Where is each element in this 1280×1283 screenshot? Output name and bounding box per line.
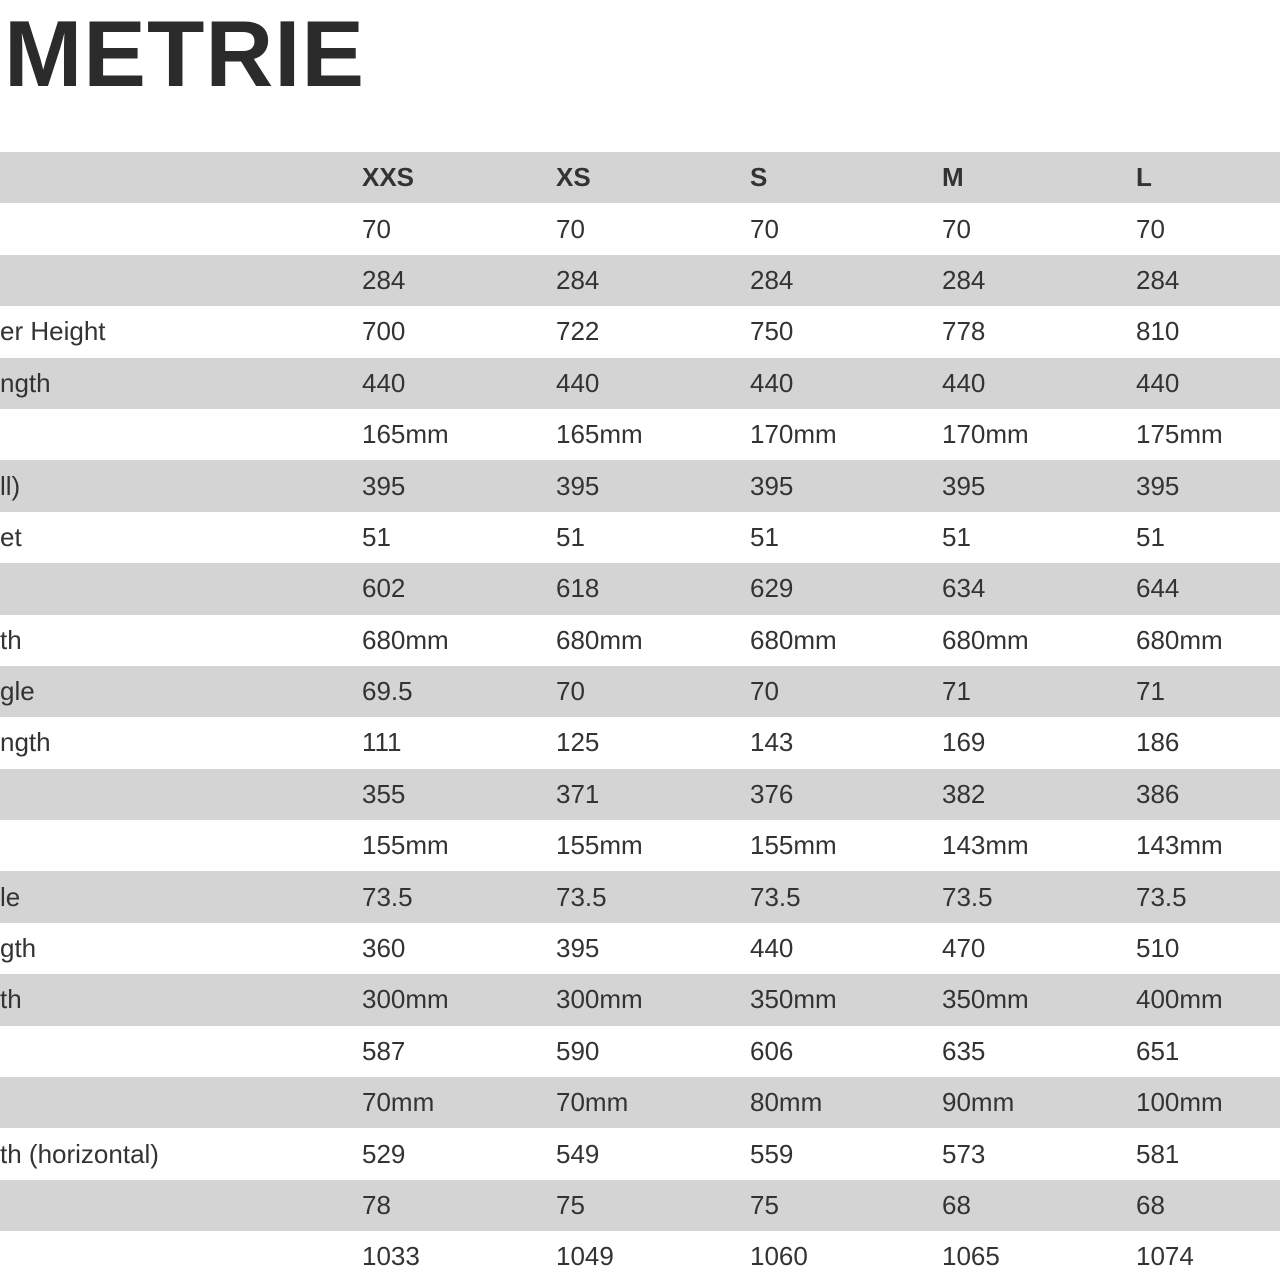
row-value-cell: 125 (556, 727, 600, 758)
row-value-cell: 73.5 (556, 871, 750, 922)
row-value-cell: 590 (556, 1035, 600, 1066)
row-label (0, 203, 362, 254)
row-label: ngth (0, 358, 362, 409)
row-value-cell: 618 (556, 563, 750, 614)
row-value-cell: 440 (362, 358, 556, 409)
row-value-cell: 395 (942, 460, 1136, 511)
table-row (0, 512, 1280, 563)
row-value-cell: 587 (362, 1035, 406, 1066)
row-value-cell: 395 (750, 460, 942, 511)
row-label: th (horizontal) (0, 1138, 159, 1169)
row-value-cell: 111 (362, 727, 402, 758)
row-label: ll) (0, 460, 362, 511)
row-label (0, 1231, 362, 1282)
row-value-cell: 355 (362, 769, 556, 820)
row-label: et (0, 521, 22, 552)
row-value-cell: 186 (1136, 727, 1180, 758)
row-label: gth (0, 933, 37, 964)
row-value-cell: 70 (750, 666, 942, 717)
header-size-l: L (1136, 152, 1280, 203)
table-row (0, 871, 1280, 922)
row-value-cell: 581 (1136, 1138, 1180, 1169)
row-value-cell: 440 (750, 358, 942, 409)
row-value-cell: 680mm (750, 624, 837, 655)
row-value-cell: 155mm (362, 830, 449, 861)
row-label: le (0, 871, 362, 922)
row-value-cell: 175mm (1136, 419, 1223, 450)
row-value-cell: 300mm (362, 974, 556, 1025)
row-value-cell: 382 (942, 769, 1136, 820)
table-row (0, 1026, 1280, 1077)
row-value-cell: 602 (362, 563, 556, 614)
row-value-cell: 155mm (556, 830, 643, 861)
geometry-table (0, 152, 1280, 1283)
row-label: th (0, 974, 362, 1025)
row-value-cell: 284 (750, 255, 942, 306)
header-size-m: M (942, 152, 1136, 203)
row-value-cell: 165mm (362, 419, 449, 450)
row-value-cell: 70 (1136, 213, 1165, 244)
row-label: ngth (0, 727, 51, 758)
row-value-cell: 1074 (1136, 1241, 1194, 1272)
row-value-cell: 395 (1136, 460, 1280, 511)
row-value-cell: 80mm (750, 1077, 942, 1128)
row-value-cell: 70 (362, 213, 391, 244)
row-value-cell: 722 (556, 316, 600, 347)
row-value-cell: 680mm (1136, 624, 1223, 655)
row-value-cell: 68 (1136, 1180, 1280, 1231)
row-value-cell: 70 (556, 666, 750, 717)
table-row (0, 1077, 1280, 1128)
row-value-cell: 70mm (362, 1077, 556, 1128)
row-value-cell: 170mm (750, 419, 837, 450)
table-row (0, 1231, 1280, 1282)
header-size-xxs: XXS (362, 152, 556, 203)
header-size-s: S (750, 152, 942, 203)
row-label (0, 820, 362, 871)
row-value-cell: 350mm (942, 974, 1136, 1025)
row-value-cell: 629 (750, 563, 942, 614)
row-value-cell: 90mm (942, 1077, 1136, 1128)
table-row (0, 666, 1280, 717)
row-value-cell: 606 (750, 1035, 794, 1066)
row-value-cell: 70 (750, 213, 779, 244)
row-value-cell: 680mm (942, 624, 1029, 655)
row-value-cell: 1049 (556, 1241, 614, 1272)
row-value-cell: 73.5 (942, 871, 1136, 922)
table-row (0, 769, 1280, 820)
row-value-cell: 395 (362, 460, 556, 511)
row-label: th (0, 624, 22, 655)
table-row (0, 974, 1280, 1025)
row-value-cell: 371 (556, 769, 750, 820)
row-value-cell: 51 (750, 521, 779, 552)
row-value-cell: 680mm (556, 624, 643, 655)
row-value-cell: 73.5 (362, 871, 556, 922)
row-value-cell: 51 (556, 521, 585, 552)
table-body (0, 203, 1280, 1282)
table-row (0, 1128, 1280, 1179)
row-value-cell: 284 (1136, 255, 1280, 306)
page-title: METRIE (4, 1, 366, 106)
row-value-cell: 400mm (1136, 974, 1280, 1025)
row-value-cell: 573 (942, 1138, 986, 1169)
row-value-cell: 634 (942, 563, 1136, 614)
row-value-cell: 644 (1136, 563, 1280, 614)
row-value-cell: 284 (362, 255, 556, 306)
row-label: gle (0, 666, 362, 717)
row-value-cell: 73.5 (750, 871, 942, 922)
row-value-cell: 395 (556, 460, 750, 511)
row-value-cell: 300mm (556, 974, 750, 1025)
row-value-cell: 51 (942, 521, 971, 552)
row-label (0, 1180, 362, 1231)
row-value-cell: 143mm (1136, 830, 1223, 861)
table-row (0, 409, 1280, 460)
row-value-cell: 71 (1136, 666, 1280, 717)
table-row (0, 306, 1280, 357)
row-value-cell: 360 (362, 933, 406, 964)
row-value-cell: 70mm (556, 1077, 750, 1128)
row-value-cell: 70 (556, 213, 585, 244)
row-value-cell: 155mm (750, 830, 837, 861)
row-value-cell: 1060 (750, 1241, 808, 1272)
row-value-cell: 165mm (556, 419, 643, 450)
row-value-cell: 350mm (750, 974, 942, 1025)
table-row (0, 358, 1280, 409)
row-value-cell: 386 (1136, 769, 1280, 820)
row-value-cell: 510 (1136, 933, 1180, 964)
row-value-cell: 169 (942, 727, 986, 758)
row-value-cell: 750 (750, 316, 794, 347)
row-value-cell: 143mm (942, 830, 1029, 861)
row-value-cell: 75 (750, 1180, 942, 1231)
row-value-cell: 284 (556, 255, 750, 306)
table-row (0, 717, 1280, 768)
row-value-cell: 440 (942, 358, 1136, 409)
row-value-cell: 395 (556, 933, 600, 964)
row-value-cell: 440 (556, 358, 750, 409)
row-value-cell: 68 (942, 1180, 1136, 1231)
row-value-cell: 651 (1136, 1035, 1180, 1066)
row-value-cell: 376 (750, 769, 942, 820)
table-header-row (0, 152, 1280, 203)
row-label: er Height (0, 316, 106, 347)
table-row (0, 203, 1280, 254)
row-value-cell: 635 (942, 1035, 986, 1066)
row-value-cell: 170mm (942, 419, 1029, 450)
table-row (0, 255, 1280, 306)
header-size-xs: XS (556, 152, 750, 203)
table-row (0, 615, 1280, 666)
row-value-cell: 680mm (362, 624, 449, 655)
row-value-cell: 470 (942, 933, 986, 964)
header-label-cell (0, 152, 362, 203)
row-value-cell: 70 (942, 213, 971, 244)
row-value-cell: 778 (942, 316, 986, 347)
row-value-cell: 73.5 (1136, 871, 1280, 922)
row-value-cell: 559 (750, 1138, 794, 1169)
table-row (0, 820, 1280, 871)
row-label (0, 769, 362, 820)
row-value-cell: 440 (750, 933, 794, 964)
row-value-cell: 700 (362, 316, 406, 347)
table-row (0, 460, 1280, 511)
row-value-cell: 284 (942, 255, 1136, 306)
row-label (0, 1077, 362, 1128)
row-value-cell: 1033 (362, 1241, 420, 1272)
row-label (0, 563, 362, 614)
row-value-cell: 143 (750, 727, 794, 758)
row-value-cell: 51 (1136, 521, 1165, 552)
row-value-cell: 69.5 (362, 666, 556, 717)
table-row (0, 923, 1280, 974)
table-row (0, 1180, 1280, 1231)
row-value-cell: 75 (556, 1180, 750, 1231)
row-label (0, 1026, 362, 1077)
row-value-cell: 100mm (1136, 1077, 1280, 1128)
row-value-cell: 529 (362, 1138, 406, 1169)
row-value-cell: 1065 (942, 1241, 1000, 1272)
row-value-cell: 51 (362, 521, 391, 552)
row-value-cell: 78 (362, 1180, 556, 1231)
row-label (0, 255, 362, 306)
row-value-cell: 71 (942, 666, 1136, 717)
row-value-cell: 810 (1136, 316, 1180, 347)
row-value-cell: 440 (1136, 358, 1280, 409)
row-value-cell: 549 (556, 1138, 600, 1169)
row-label (0, 409, 362, 460)
table-row (0, 563, 1280, 614)
